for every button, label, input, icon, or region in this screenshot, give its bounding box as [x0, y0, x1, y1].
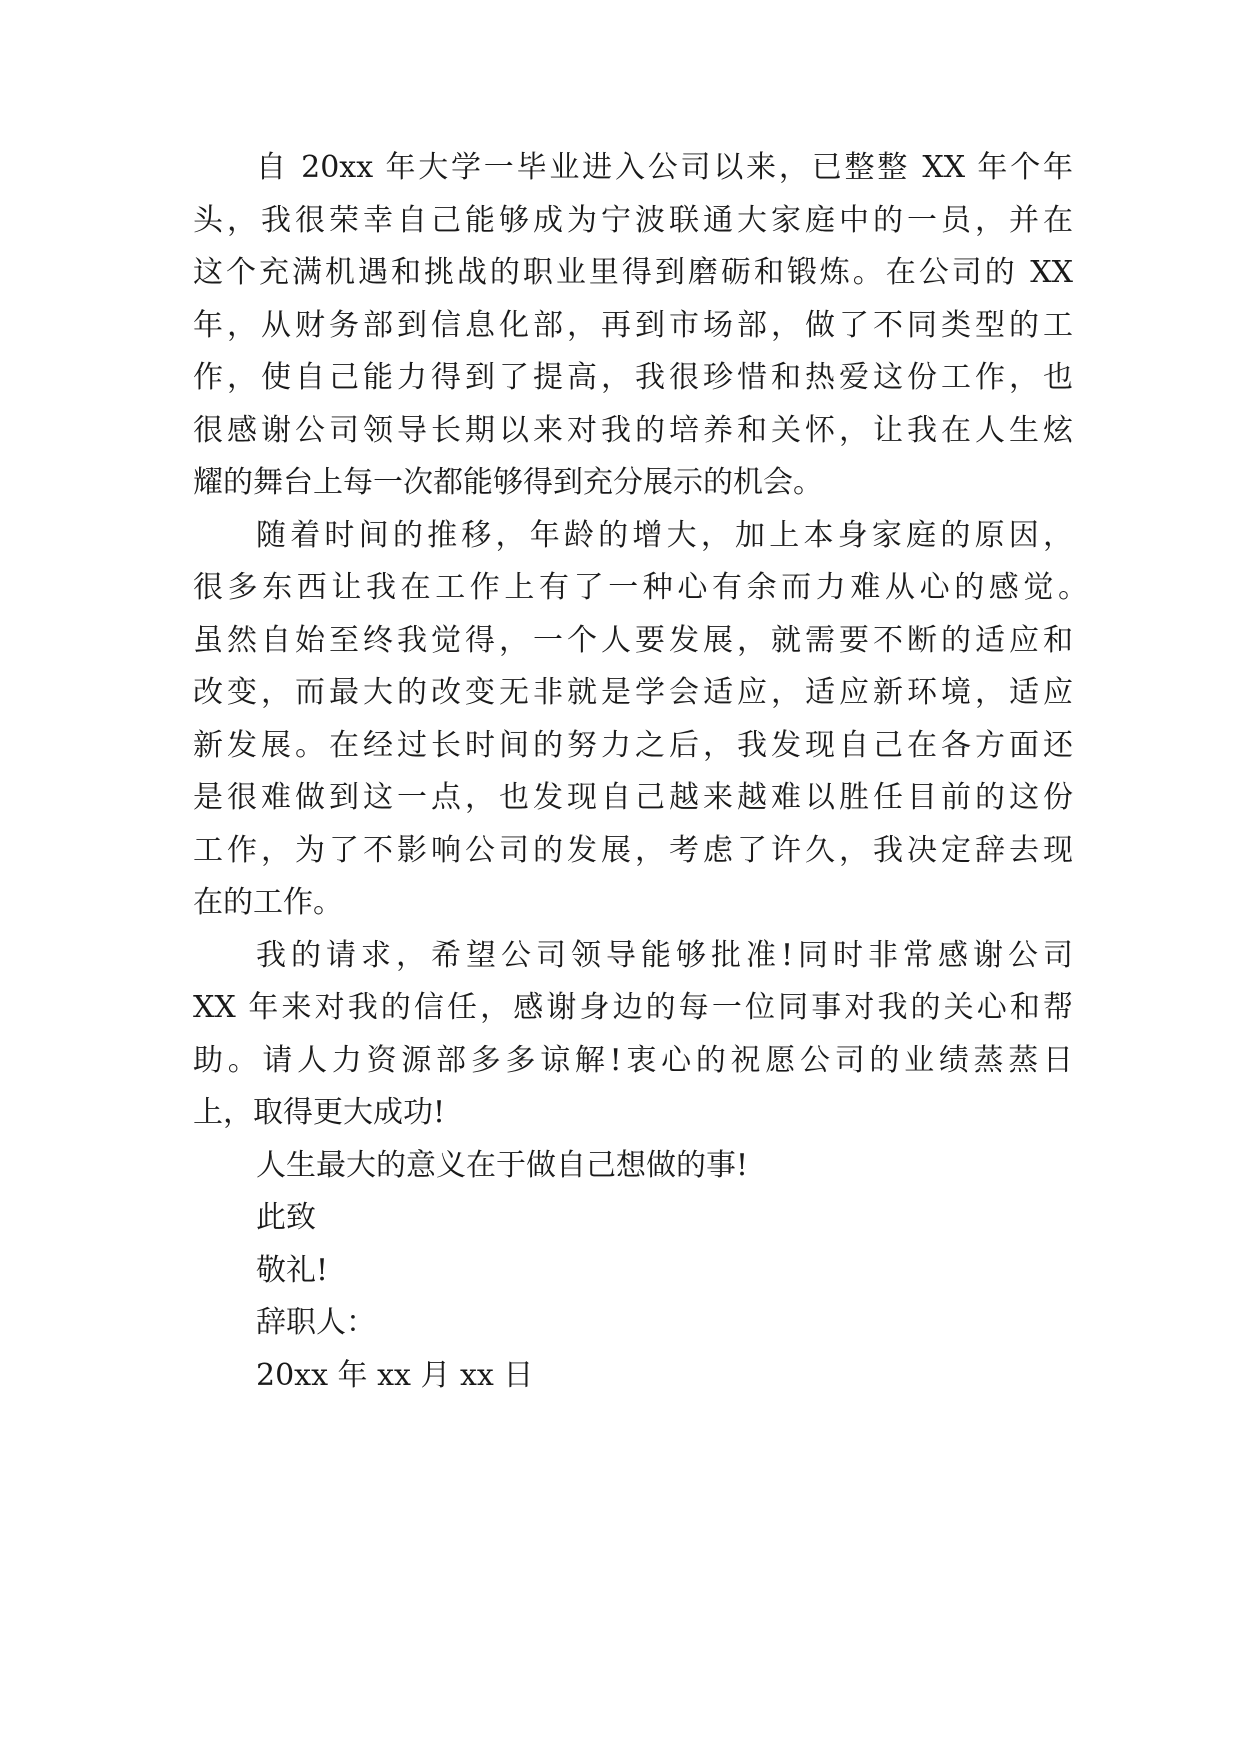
text-line: 耀的舞台上每一次都能够得到充分展示的机会。 — [193, 465, 823, 500]
text-line: 是很难做到这一点，也发现自己越来越难以胜任目前的这份 — [193, 780, 1073, 815]
text-line: 很多东西让我在工作上有了一种心有余而力难从心的感觉。 — [193, 570, 1088, 605]
date-line: 20xx 年 xx 月 xx 日 — [256, 1358, 534, 1393]
text-line: 在的工作。 — [193, 885, 343, 920]
text-line: 我的请求，希望公司领导能够批准!同时非常感谢公司 — [256, 938, 1073, 973]
text-line: 很感谢公司领导长期以来对我的培养和关怀，让我在人生炫 — [193, 413, 1073, 448]
text-line: 这个充满机遇和挑战的职业里得到磨砺和锻炼。在公司的 XX — [193, 255, 1073, 290]
signature-label: 辞职人： — [256, 1305, 376, 1340]
text-line: 虽然自始至终我觉得，一个人要发展，就需要不断的适应和 — [193, 623, 1073, 658]
text-line: 自 20xx 年大学一毕业进入公司以来，已整整 XX 年个年 — [256, 150, 1073, 185]
text-line: 改变，而最大的改变无非就是学会适应，适应新环境，适应 — [193, 675, 1073, 710]
text-line: 头，我很荣幸自己能够成为宁波联通大家庭中的一员，并在 — [193, 203, 1073, 238]
text-line: 随着时间的推移，年龄的增大，加上本身家庭的原因， — [256, 518, 1073, 553]
text-line: 上，取得更大成功! — [193, 1095, 446, 1130]
text-line: XX 年来对我的信任，感谢身边的每一位同事对我的关心和帮 — [193, 990, 1073, 1025]
salutation-line: 敬礼! — [256, 1253, 329, 1288]
text-line: 助。请人力资源部多多谅解!衷心的祝愿公司的业绩蒸蒸日 — [193, 1043, 1073, 1078]
text-line: 工作，为了不影响公司的发展，考虑了许久，我决定辞去现 — [193, 833, 1073, 868]
text-line: 新发展。在经过长时间的努力之后，我发现自己在各方面还 — [193, 728, 1073, 763]
text-line: 年，从财务部到信息化部，再到市场部，做了不同类型的工 — [193, 308, 1073, 343]
motto-line: 人生最大的意义在于做自己想做的事! — [256, 1148, 749, 1183]
text-line: 作，使自己能力得到了提高，我很珍惜和热爱这份工作，也 — [193, 360, 1073, 395]
closing-line: 此致 — [256, 1200, 316, 1235]
